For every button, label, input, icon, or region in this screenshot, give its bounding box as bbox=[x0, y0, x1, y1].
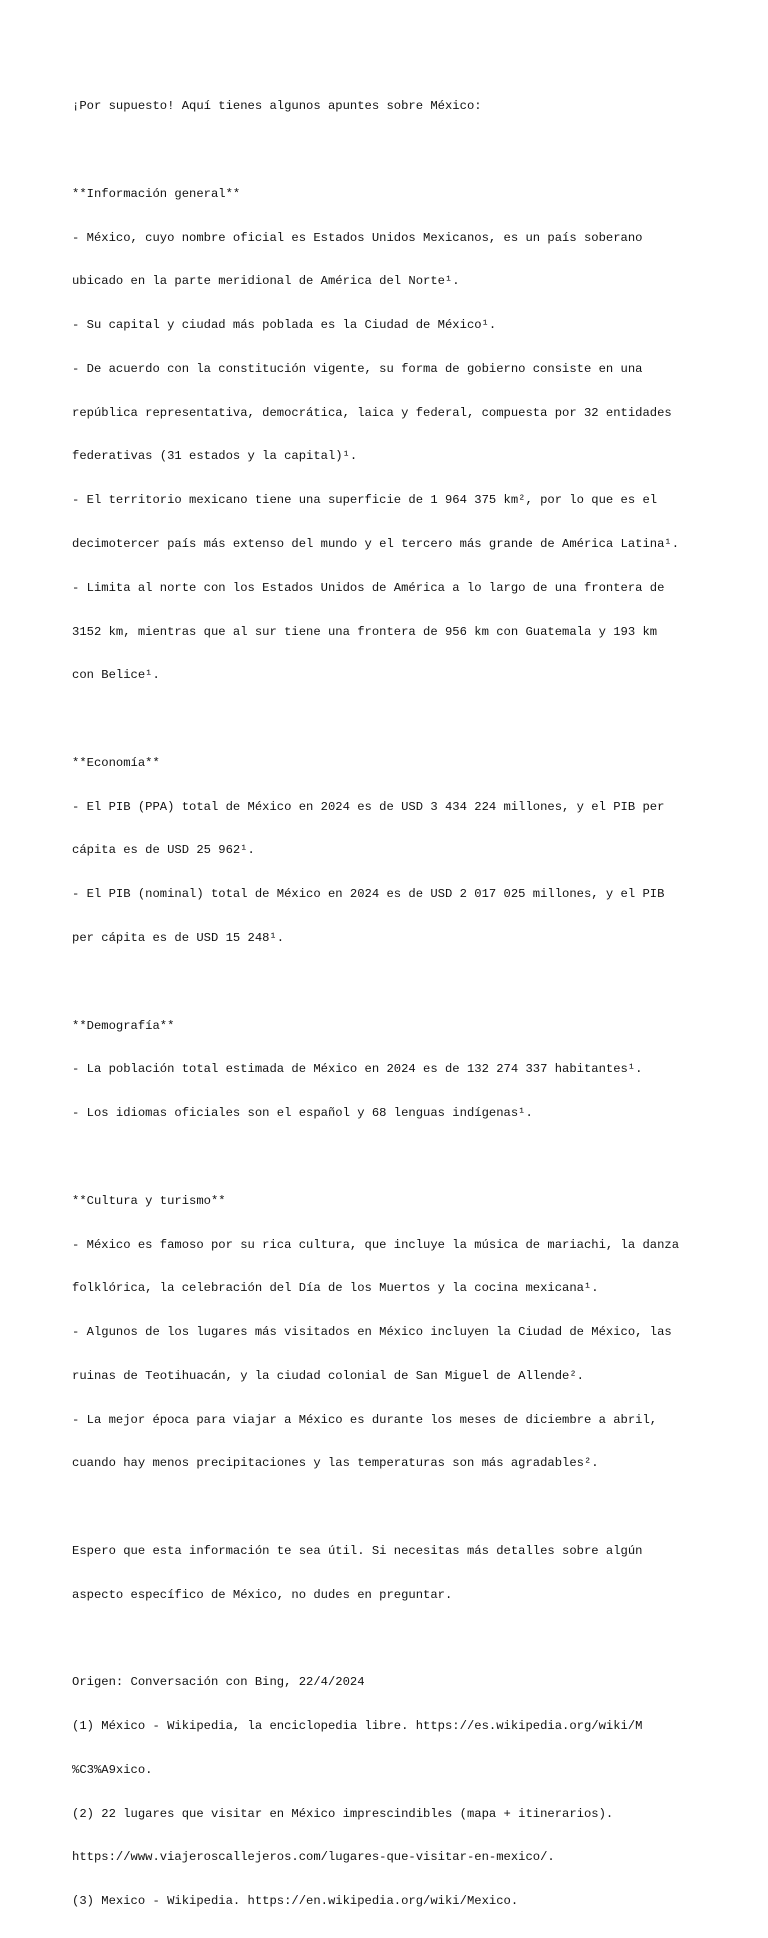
text-line: - La mejor época para viajar a México es durante los meses de diciembre a abril, bbox=[72, 1412, 658, 1427]
blank-line bbox=[72, 143, 712, 158]
text-line: - La población total estimada de México en 2024 es de 132 274 337 habitantes¹. bbox=[72, 1062, 643, 1077]
text-line: decimotercer país más extenso del mundo y el tercero más grande de América Latina¹. bbox=[72, 537, 680, 551]
text-line: per cápita es de USD 15 248¹. bbox=[72, 931, 285, 946]
reference-line: %C3%A9xico. bbox=[72, 1762, 153, 1777]
text-line: república representativa, democrática, laica y federal, compuesta por 32 entidades bbox=[72, 405, 672, 420]
text-line: federativas (31 estados y la capital)¹. bbox=[72, 449, 358, 464]
intro-line: ¡Por supuesto! Aquí tienes algunos apuntes sobre México: bbox=[72, 99, 482, 114]
source-origin-line: Origen: Conversación con Bing, 22/4/2024 bbox=[72, 1675, 365, 1690]
heading-cultura-turismo: **Cultura y turismo** bbox=[72, 1193, 226, 1208]
heading-informacion-general: **Información general** bbox=[72, 186, 241, 201]
text-line: - El territorio mexicano tiene una superficie de 1 964 375 km², por lo que es el bbox=[72, 493, 658, 508]
text-line: - Algunos de los lugares más visitados en México incluyen la Ciudad de México, las bbox=[72, 1325, 672, 1340]
blank-line bbox=[72, 1500, 712, 1515]
text-line: - Su capital y ciudad más poblada es la Ciudad de México¹. bbox=[72, 318, 497, 333]
text-line: - El PIB (nominal) total de México en 2024 es de USD 2 017 025 millones, y el PIB bbox=[72, 887, 665, 902]
blank-line bbox=[72, 975, 712, 990]
reference-line: (1) México - Wikipedia, la enciclopedia libre. https://es.wikipedia.org/wiki/M bbox=[72, 1719, 643, 1734]
document-text bbox=[72, 70, 712, 1938]
text-line: folklórica, la celebración del Día de los Muertos y la cocina mexicana¹. bbox=[72, 1281, 599, 1296]
text-line: - Limita al norte con los Estados Unidos de América a lo largo de una frontera de bbox=[72, 580, 665, 595]
closing-line: Espero que esta información te sea útil. Si necesitas más detalles sobre algún bbox=[72, 1543, 643, 1558]
heading-economia: **Economía** bbox=[72, 755, 160, 770]
blank-line bbox=[72, 712, 712, 727]
text-line: cápita es de USD 25 962¹. bbox=[72, 843, 255, 858]
closing-line: aspecto específico de México, no dudes en preguntar. bbox=[72, 1587, 453, 1602]
text-line: - México, cuyo nombre oficial es Estados Unidos Mexicanos, es un país soberano bbox=[72, 230, 643, 245]
reference-line: (2) 22 lugares que visitar en México imprescindibles (mapa + itinerarios). bbox=[72, 1806, 614, 1821]
text-line: cuando hay menos precipitaciones y las temperaturas son más agradables². bbox=[72, 1456, 599, 1471]
text-line: - El PIB (PPA) total de México en 2024 es de USD 3 434 224 millones, y el PIB per bbox=[72, 799, 665, 814]
text-line: ubicado en la parte meridional de América del Norte¹. bbox=[72, 274, 460, 289]
text-line: - México es famoso por su rica cultura, que incluye la música de mariachi, la danza bbox=[72, 1237, 680, 1252]
text-line: ruinas de Teotihuacán, y la ciudad colonial de San Miguel de Allende². bbox=[72, 1368, 584, 1383]
blank-line bbox=[72, 1150, 712, 1165]
reference-line: https://www.viajeroscallejeros.com/lugares-que-visitar-en-mexico/. bbox=[72, 1850, 555, 1865]
text-line: 3152 km, mientras que al sur tiene una frontera de 956 km con Guatemala y 193 km bbox=[72, 624, 658, 639]
heading-demografia: **Demografía** bbox=[72, 1018, 175, 1033]
text-line: - Los idiomas oficiales son el español y 68 lenguas indígenas¹. bbox=[72, 1106, 533, 1121]
blank-line bbox=[72, 1632, 712, 1647]
reference-line: (3) Mexico - Wikipedia. https://en.wikipedia.org/wiki/Mexico. bbox=[72, 1894, 519, 1909]
text-line: - De acuerdo con la constitución vigente, su forma de gobierno consiste en una bbox=[72, 361, 643, 376]
text-line: con Belice¹. bbox=[72, 668, 160, 683]
